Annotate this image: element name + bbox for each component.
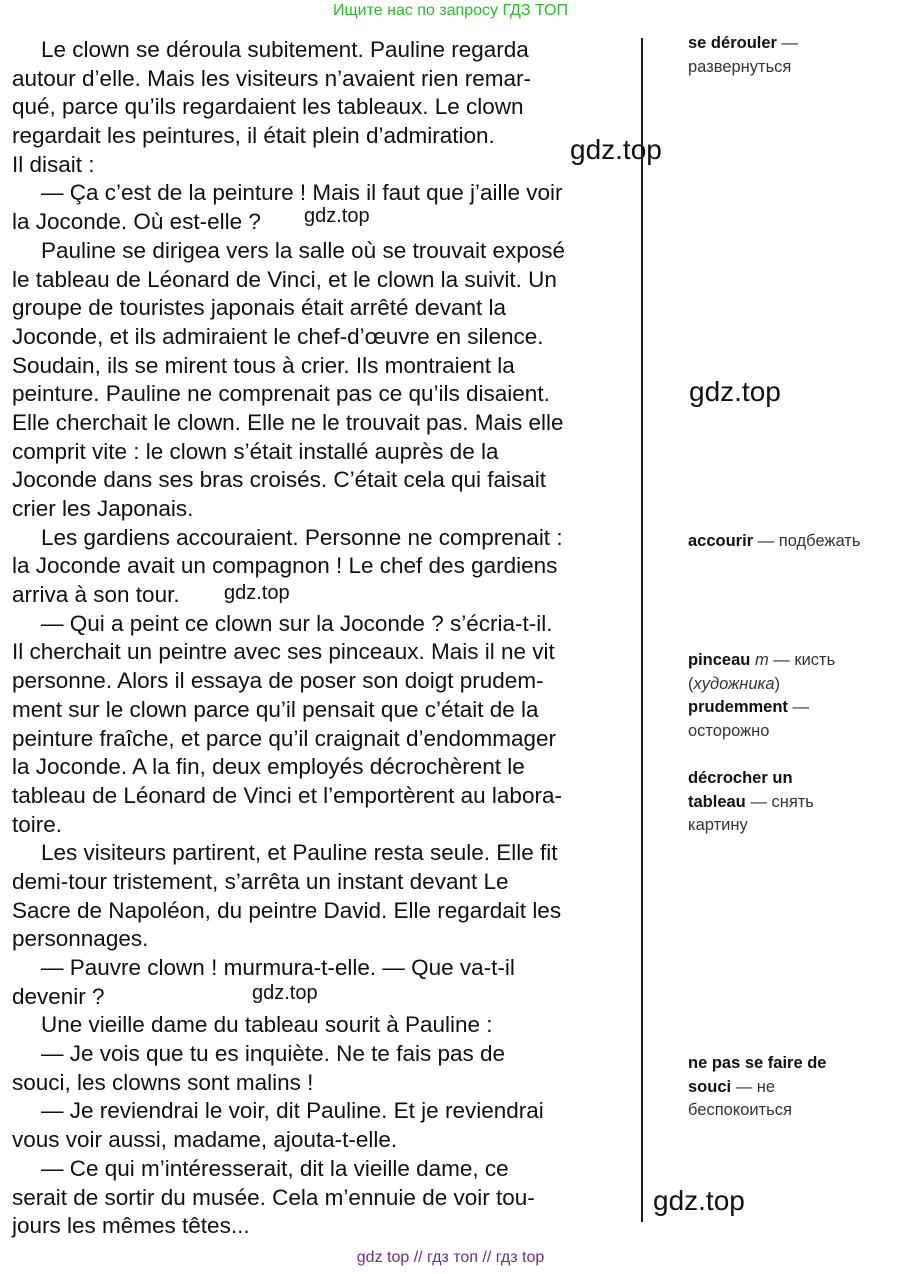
glossary-entry-decrocher bbox=[688, 767, 898, 838]
glossary-translation-continued: картину bbox=[688, 816, 748, 834]
text-line: autour d’elle. Mais les visiteurs n’avaient rien remar- bbox=[12, 65, 531, 91]
text-line: la Joconde. A la fin, deux employés décrochèrent le bbox=[12, 754, 525, 780]
watermark: gdz.top bbox=[252, 982, 318, 1004]
text-line: Pauline se dirigea vers la salle où se trouvait exposé bbox=[41, 237, 566, 263]
glossary-term-continued: tableau bbox=[688, 792, 746, 811]
text-line: ment sur le clown parce qu’il pensait que c’était de la bbox=[12, 696, 539, 722]
glossary-entry-prudemment bbox=[688, 696, 898, 743]
text-line: Soudain, ils se mirent tous à crier. Ils montraient la bbox=[12, 352, 515, 378]
glossary-term: se dérouler bbox=[688, 34, 777, 52]
glossary-term-continued: souci bbox=[688, 1077, 732, 1096]
glossary-translation-continued: беспокоиться bbox=[688, 1101, 792, 1119]
text-line: Sacre de Napoléon, du peintre David. Elle regardait les bbox=[12, 897, 562, 923]
text-line: regardait les peintures, il était plein d’admiration. bbox=[12, 123, 495, 149]
watermark: gdz.top bbox=[653, 1185, 745, 1216]
text-line: — Pauvre clown ! murmura-t-elle. — Que va-t-il bbox=[41, 955, 515, 980]
text-line: Joconde, et ils admiraient le chef-d’œuvre en silence. bbox=[12, 323, 544, 349]
text-line: groupe de touristes japonais était arrêté devant la bbox=[12, 295, 507, 321]
glossary-dash: — bbox=[776, 34, 799, 52]
glossary-translation: не bbox=[756, 1077, 776, 1096]
glossary-translation: кисть bbox=[794, 651, 836, 669]
glossary-dash: — bbox=[745, 792, 772, 811]
text-line: Les visiteurs partirent, et Pauline resta seule. Elle fit bbox=[41, 840, 558, 866]
text-line: personnages. bbox=[12, 926, 149, 952]
text-line: — Je vois que tu es inquiète. Ne te fais pas de bbox=[41, 1041, 506, 1067]
glossary-term: accourir bbox=[688, 532, 754, 550]
header-search-link[interactable]: Ищите нас по запросу ГДЗ ТОП bbox=[333, 2, 568, 19]
glossary-translation: снять bbox=[771, 792, 814, 811]
text-line: toire. bbox=[12, 811, 63, 837]
text-line: tableau de Léonard de Vinci et l’emportèrent au labora- bbox=[12, 782, 562, 808]
text-line: arriva à son tour. bbox=[12, 582, 180, 608]
glossary-note: художника bbox=[693, 674, 775, 693]
glossary-term: décrocher un bbox=[688, 769, 793, 787]
text-line: comprit vite : le clown s’était installé auprès de la bbox=[12, 438, 499, 464]
text-line: la Joconde. Où est-elle ? bbox=[12, 209, 261, 235]
glossary-translation: осторожно bbox=[688, 721, 770, 740]
text-line: le tableau de Léonard de Vinci, et le clown la suivit. Un bbox=[12, 266, 557, 292]
glossary-entry-ne-pas-se-faire bbox=[688, 1052, 898, 1123]
watermark: gdz.top bbox=[304, 205, 370, 227]
text-line: qué, parce qu’ils regardaient les tableaux. Le clown bbox=[12, 94, 524, 120]
glossary-term: prudemment bbox=[688, 698, 788, 716]
text-line: Joconde dans ses bras croisés. C’était cela qui faisait bbox=[12, 467, 547, 493]
glossary-term: ne pas se faire de bbox=[688, 1054, 827, 1072]
column-divider bbox=[641, 38, 643, 1222]
glossary-dash: — bbox=[731, 1077, 757, 1096]
text-line: — Qui a peint ce clown sur la Joconde ? s’écria-t-il. bbox=[41, 610, 553, 636]
text-line: peinture. Pauline ne comprenait pas ce qu’ils disaient. bbox=[12, 381, 550, 407]
text-line: jours les mêmes têtes... bbox=[12, 1213, 250, 1239]
text-line: la Joconde avait un compagnon ! Le chef des gardiens bbox=[12, 553, 558, 579]
glossary-entry-se-derouler bbox=[688, 32, 898, 79]
text-line: Il disait : bbox=[12, 151, 95, 177]
text-line: souci, les clowns sont malins ! bbox=[12, 1069, 314, 1095]
text-line: devenir ? bbox=[12, 983, 105, 1009]
text-line: vous voir aussi, madame, ajouta-t-elle. bbox=[12, 1127, 398, 1153]
glossary-translation: подбежать bbox=[778, 532, 861, 550]
glossary-dash: — bbox=[787, 698, 810, 716]
text-line: — Ça c’est de la peinture ! Mais il faut que j’aille voir bbox=[41, 180, 563, 206]
text-line: Il cherchait un peintre avec ses pinceaux. Mais il ne vit bbox=[12, 639, 555, 665]
text-line: Les gardiens accouraient. Personne ne comprenait : bbox=[41, 524, 563, 550]
text-line: demi-tour tristement, s’arrêta un instant devant Le bbox=[12, 868, 509, 894]
text-line: personne. Alors il essaya de poser son doigt prudem- bbox=[12, 668, 544, 694]
text-line: Une vieille dame du tableau sourit à Pauline : bbox=[41, 1012, 493, 1038]
glossary-term: pinceau bbox=[688, 651, 751, 669]
glossary-entry-pinceau: pinceau m — кисть (художника) bbox=[688, 651, 836, 693]
glossary-translation: развернуться bbox=[688, 57, 792, 76]
text-line: peinture fraîche, et parce qu’il craignait d’endommager bbox=[12, 725, 557, 751]
glossary-dash: — bbox=[753, 532, 779, 550]
text-line: serait de sortir du musée. Cela m’ennuie de voir tou- bbox=[12, 1184, 535, 1210]
text-line: — Ce qui m’intéresserait, dit la vieille dame, ce bbox=[41, 1155, 509, 1181]
text-line: crier les Japonais. bbox=[12, 496, 194, 521]
text-line: — Je reviendrai le voir, dit Pauline. Et je reviendrai bbox=[41, 1098, 544, 1124]
glossary-dash: — bbox=[768, 651, 795, 669]
glossary-entry-accourir bbox=[688, 530, 898, 554]
text-line: Elle cherchait le clown. Elle ne le trouvait pas. Mais elle bbox=[12, 409, 564, 435]
watermark: gdz.top bbox=[224, 582, 290, 604]
watermark: gdz.top bbox=[570, 134, 662, 165]
watermark: gdz.top bbox=[689, 376, 781, 407]
glossary-gender: m bbox=[754, 651, 769, 669]
text-line: Le clown se déroula subitement. Pauline regarda bbox=[41, 37, 529, 62]
footer-text: gdz top // гдз топ // гдз top bbox=[356, 1249, 545, 1266]
